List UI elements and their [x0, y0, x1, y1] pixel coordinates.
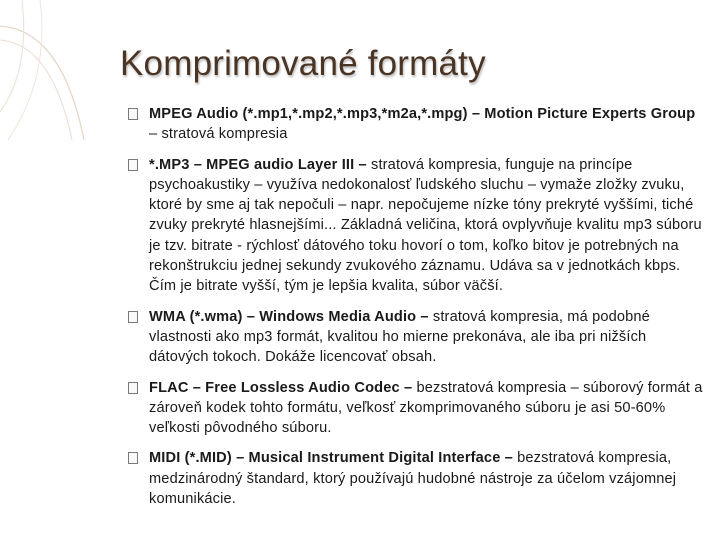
box-glyph-icon [128, 159, 138, 171]
bullet-text: bezstratová kompresia, medzinárodný štandard, ktorý používajú hudobné nástroje za účelom vzájomnej komunikácie. [149, 450, 677, 508]
bullet-item-midi [128, 448, 703, 509]
bullet-heading: MIDI (*.MID) – Musical Instrument Digital Interface – [149, 450, 518, 467]
bullet-item-flac [128, 378, 703, 439]
box-glyph-icon [128, 382, 138, 394]
bullet-text: stratová kompresia, má podobné vlastnosti ako mp3 formát, kvalitou ho mierne prekonáva, ale iba pri nižších dátových tokoch. Dokáže licencovať obsah. [149, 308, 650, 366]
bullet-heading: WMA (*.wma) – Windows Media Audio – [149, 308, 433, 325]
bullet-heading: *.MP3 – MPEG audio Layer III – [149, 156, 372, 173]
bullet-heading: FLAC – Free Lossless Audio Codec – [149, 379, 417, 396]
bullet-item-wma [128, 307, 703, 368]
bullet-text: stratová kompresia, funguje na princípe psychoakustiky – využíva nedokonalosť ľudského sluchu – vymaže zložky zvuku, ktoré by sme aj tak nepočuli – napr. nepočujeme nízke tóny prekryté vyššími, tiché zvuky prekryté hlasnejšími... Základná veličina, ktorá ovplyvňuje kvalitu mp3 súboru je tzv. bitrate - rýchlosť dátového toku hovorí o tom, koľko bitov je potrebných na rekonštrukciu jednej sekundy zvukového záznamu. Udáva sa v jednotkách kbps. Čím je bitrate vyšší, tým je lepšia kvalita, súbor väčší. [149, 156, 702, 295]
bullet-text: – stratová kompresia [149, 126, 288, 143]
bullet-text: bezstratová kompresia – súborový formát a zároveň kodek tohto formátu, veľkosť zkomprimovaného súboru je asi 50-60% veľkosti pôvodného súboru. [149, 379, 703, 437]
box-glyph-icon [128, 311, 138, 323]
box-glyph-icon [128, 108, 138, 120]
bullet-item-mp3 [128, 155, 703, 297]
bullet-heading: MPEG Audio (*.mp1,*.mp2,*.mp3,*m2a,*.mpg) – Motion Picture Experts Group [149, 106, 696, 122]
box-glyph-icon [128, 452, 138, 464]
bullet-item-mpeg [128, 104, 703, 145]
slide-title: Komprimované formáty [120, 44, 486, 83]
decorative-arcs [0, 0, 120, 140]
bullet-list [128, 104, 703, 519]
